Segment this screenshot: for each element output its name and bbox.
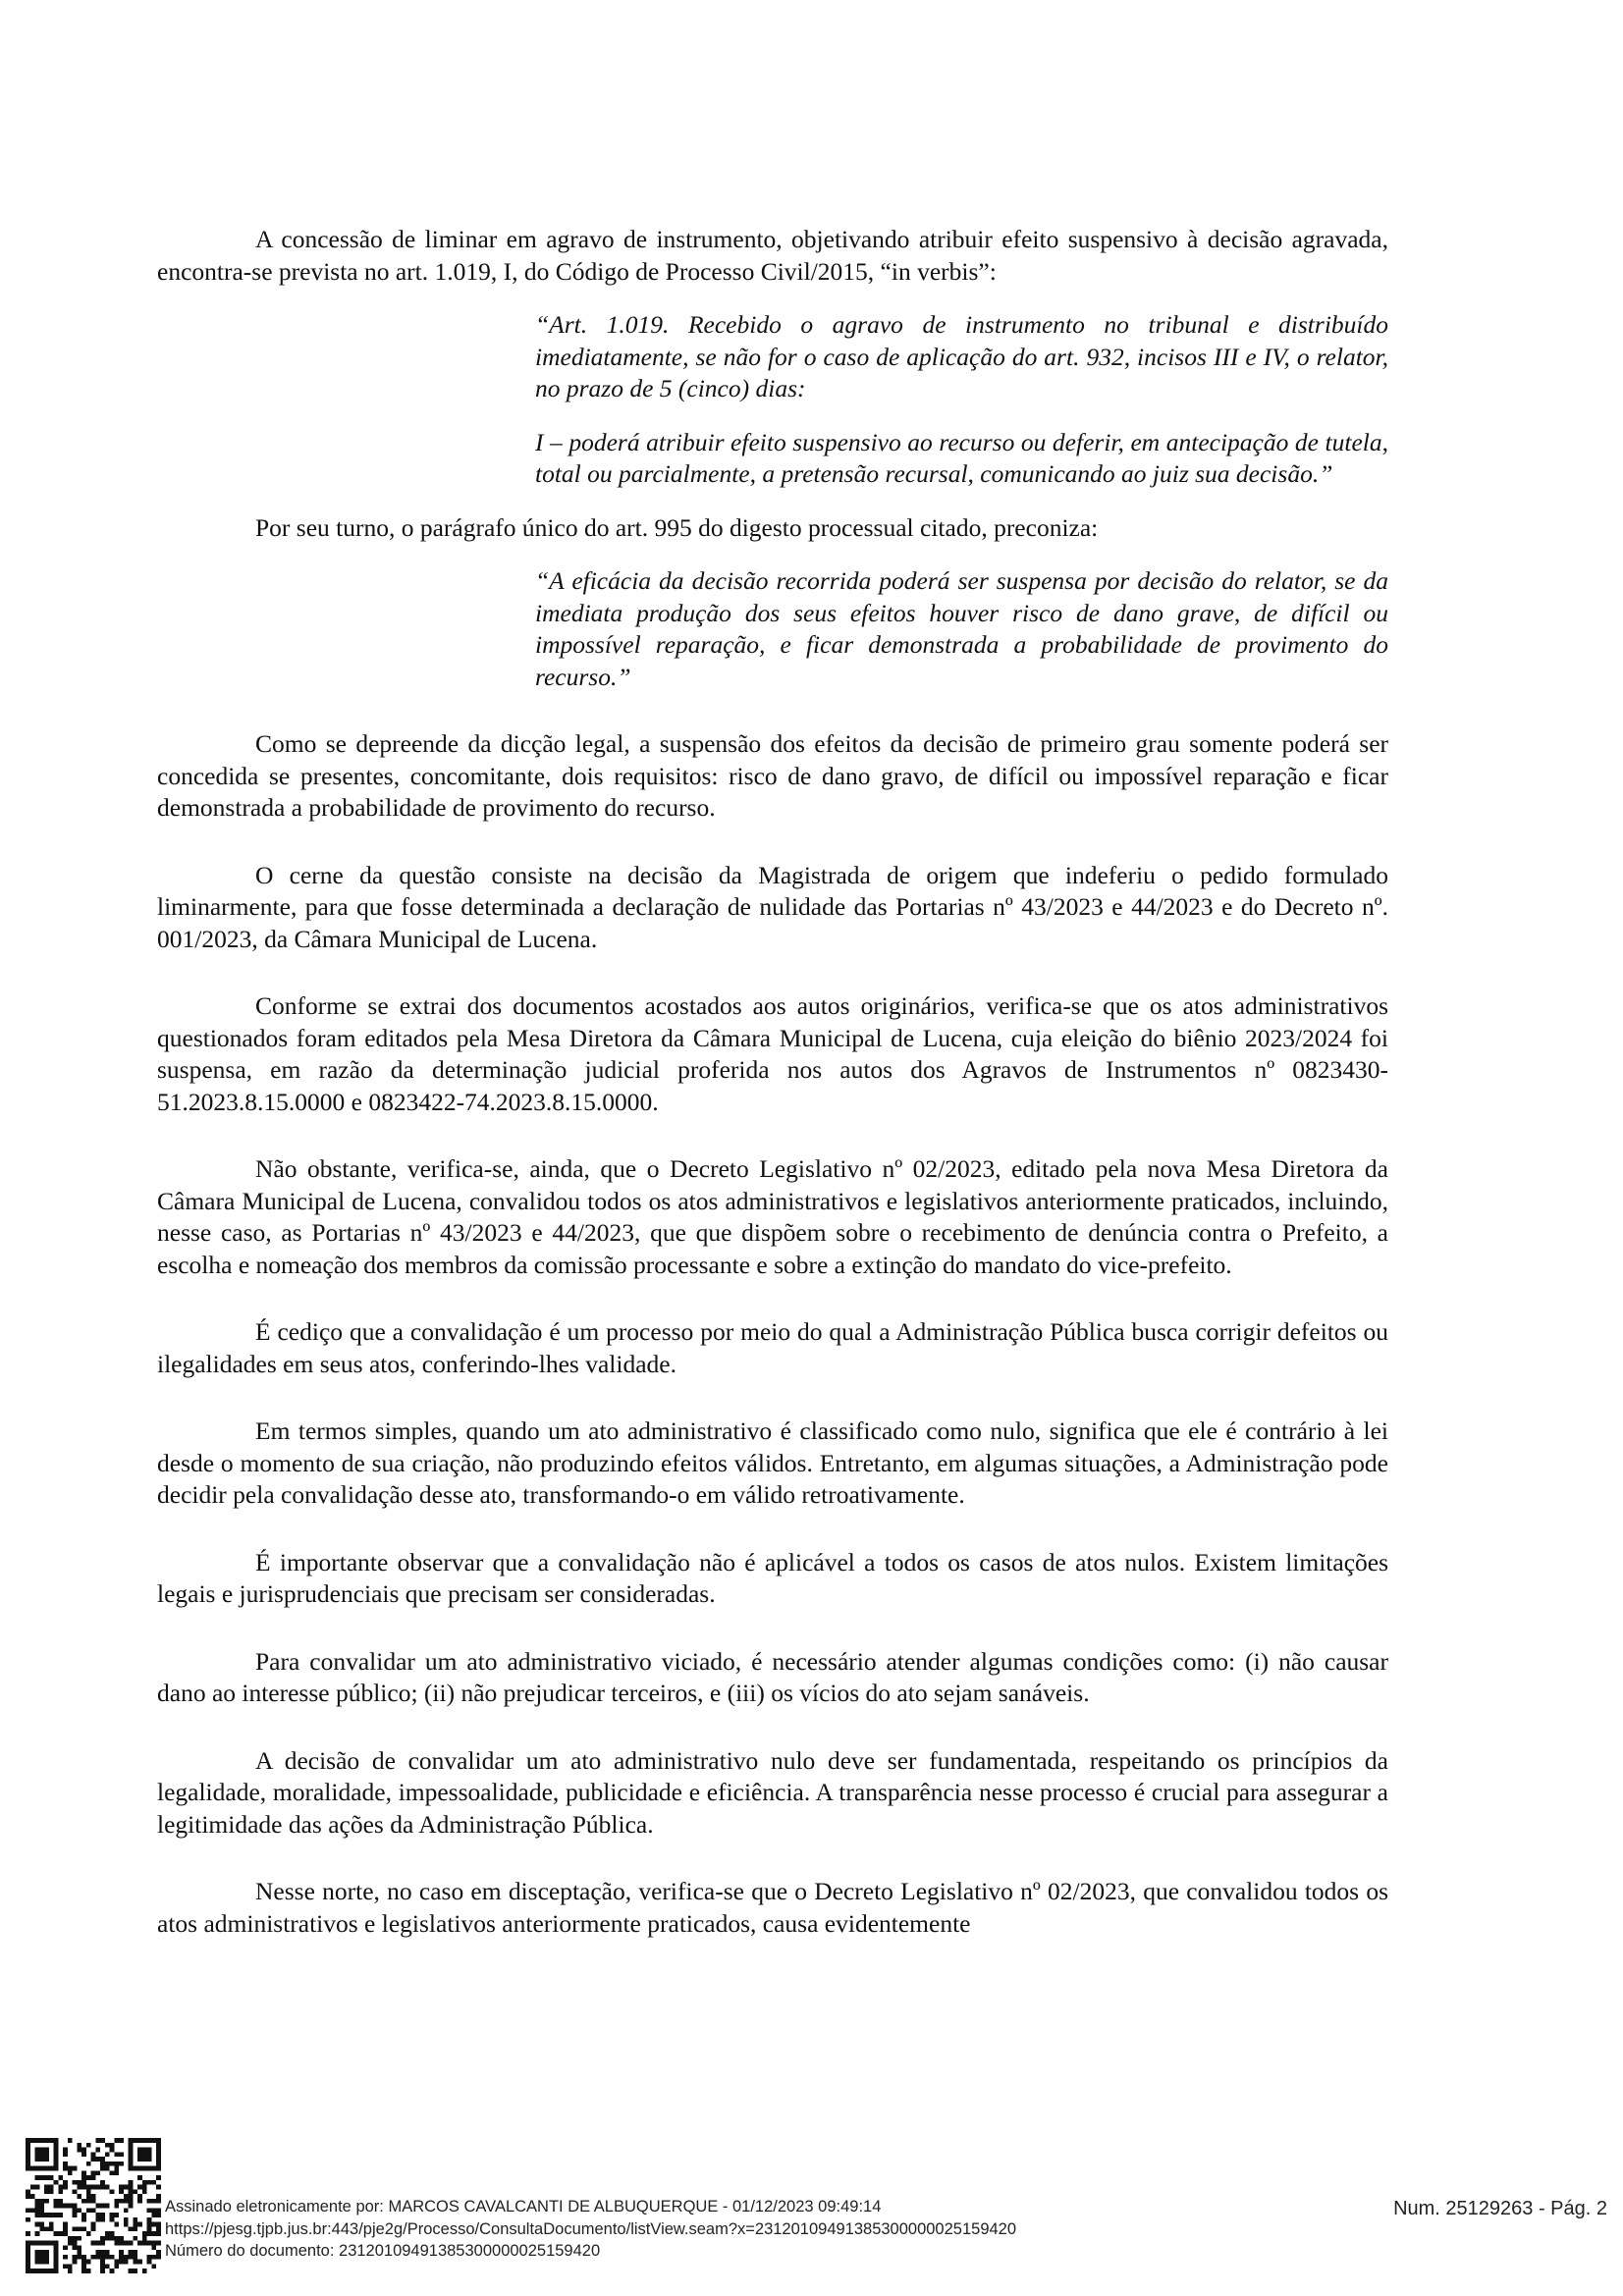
paragraph: O cerne da questão consiste na decisão da Magistrada de origem que indeferiu o pedido formulado liminarmente, para que fosse determinada a declaração de nulidade das Portarias nº 43/2023 e 44/2023 e do Decreto nº. 001/2023, da Câmara Municipal de Lucena. [157, 860, 1388, 953]
qr-code-icon [26, 2138, 161, 2273]
paragraph: Não obstante, verifica-se, ainda, que o Decreto Legislativo nº 02/2023, editado pela nova Mesa Diretora da Câmara Municipal de Lucena, convalidou todos os atos administrativos e legislativos anteriormente praticados, incluindo, nesse caso, as Portarias nº 43/2023 e 44/2023, que que dispõem sobre o recebimento de denúncia contra o Prefeito, a escolha e nomeação dos membros da comissão processante e sobre a extinção do mandato do vice-prefeito. [157, 1154, 1388, 1279]
document-body [157, 224, 1388, 1940]
paragraph: Nesse norte, no caso em disceptação, verifica-se que o Decreto Legislativo nº 02/2023, que convalidou todos os atos administrativos e legislativos anteriormente praticados, causa evidentemente [157, 1877, 1388, 1938]
paragraph: Para convalidar um ato administrativo viciado, é necessário atender algumas condições como: (i) não causar dano ao interesse público; (ii) não prejudicar terceiros, e (iii) os vícios do ato sejam sanáveis. [157, 1646, 1388, 1707]
paragraph: Por seu turno, o parágrafo único do art. 995 do digesto processual citado, preconiza: [255, 512, 1099, 542]
document-number: Número do documento: 23120109491385300000025159420 [165, 2242, 601, 2260]
page-reference: Num. 25129263 - Pág. 2 [1393, 2198, 1607, 2219]
document-url[interactable]: https://pjesg.tjpb.jus.br:443/pje2g/Processo/ConsultaDocumento/listView.seam?x=23120109491385300000025159420 [165, 2219, 1017, 2238]
paragraph: Em termos simples, quando um ato administrativo é classificado como nulo, significa que ele é contrário à lei desde o momento de sua criação, não produzindo efeitos válidos. Entretanto, em algumas situações, a Administração pode decidir pela convalidação desse ato, transformando-o em válido retroativamente. [157, 1416, 1388, 1509]
paragraph: A concessão de liminar em agravo de instrumento, objetivando atribuir efeito suspensivo à decisão agravada, encontra-se prevista no art. 1.019, I, do Código de Processo Civil/2015, “in verbis”: [157, 225, 1388, 286]
paragraph: É importante observar que a convalidação não é aplicável a todos os casos de atos nulos. Existem limitações legais e jurisprudenciais que precisam ser consideradas. [157, 1547, 1388, 1608]
quote-block: I – poderá atribuir efeito suspensivo ao recurso ou deferir, em antecipação de tutela, total ou parcialmente, a pretensão recursal, comunicando ao juiz sua decisão.” [535, 427, 1388, 488]
quote-block: “Art. 1.019. Recebido o agravo de instrumento no tribunal e distribuído imediatamente, se não for o caso de aplicação do art. 932, incisos III e IV, o relator, no prazo de 5 (cinco) dias: [535, 310, 1388, 402]
paragraph: Conforme se extrai dos documentos acostados aos autos originários, verifica-se que os atos administrativos questionados foram editados pela Mesa Diretora da Câmara Municipal de Lucena, cuja eleição do biênio 2023/2024 foi suspensa, em razão da determinação judicial proferida nos autos dos Agravos de Instrumentos nº 0823430-51.2023.8.15.0000 e 0823422-74.2023.8.15.0000. [157, 991, 1388, 1116]
signature-footer [0, 2126, 1623, 2293]
paragraph: É cediço que a convalidação é um processo por meio do qual a Administração Pública busca corrigir defeitos ou ilegalidades em seus atos, conferindo-lhes validade. [157, 1317, 1388, 1378]
quote-block: “A eficácia da decisão recorrida poderá ser suspensa por decisão do relator, se da imediata produção dos seus efeitos houver risco de dano grave, de difícil ou impossível reparação, e ficar demonstrada a probabilidade de provimento do recurso.” [535, 566, 1388, 691]
signature-info [165, 2196, 1016, 2263]
paragraph: A decisão de convalidar um ato administrativo nulo deve ser fundamentada, respeitando os princípios da legalidade, moralidade, impessoalidade, publicidade e eficiência. A transparência nesse processo é crucial para assegurar a legitimidade das ações da Administração Pública. [157, 1745, 1388, 1839]
signed-by-line: Assinado eletronicamente por: MARCOS CAVALCANTI DE ALBUQUERQUE - 01/12/2023 09:49:14 [165, 2198, 882, 2216]
paragraph: Como se depreende da dicção legal, a suspensão dos efeitos da decisão de primeiro grau somente poderá ser concedida se presentes, concomitante, dois requisitos: risco de dano gravo, de difícil ou impossível reparação e ficar demonstrada a probabilidade de provimento do recurso. [157, 729, 1388, 822]
